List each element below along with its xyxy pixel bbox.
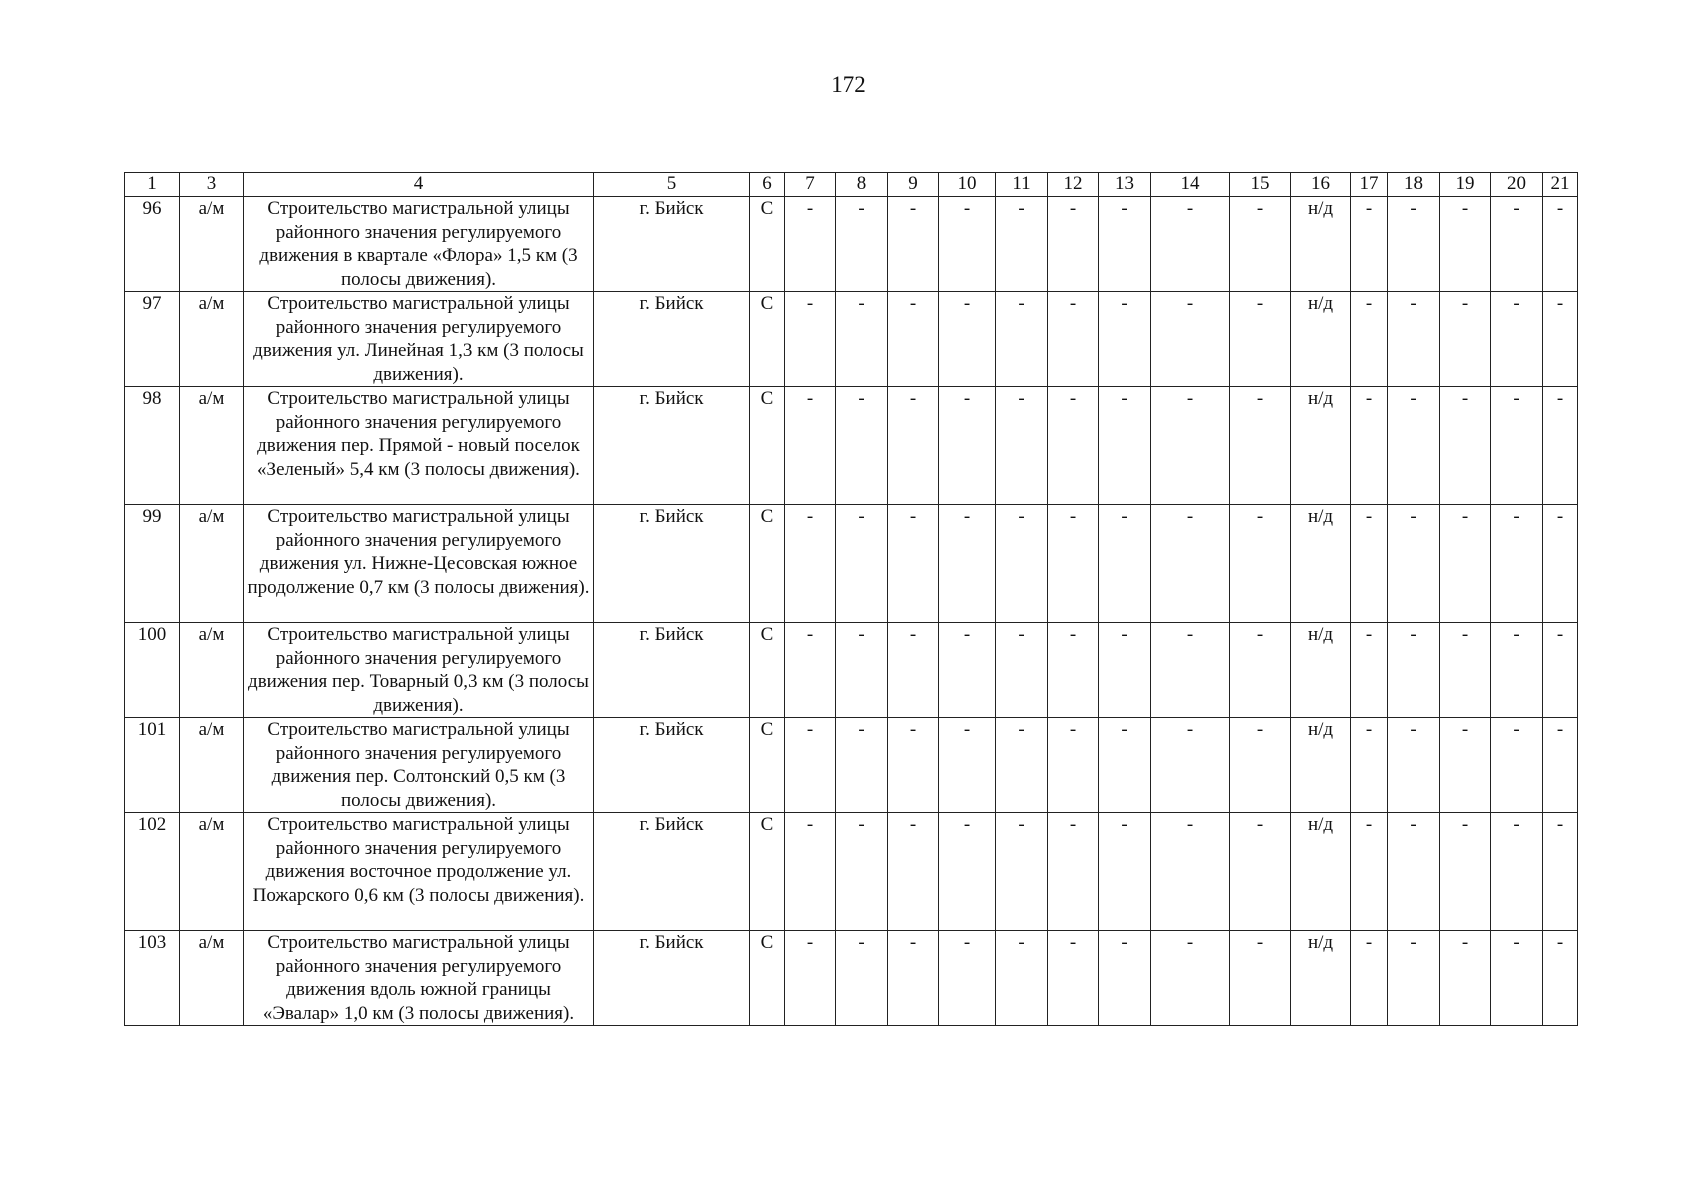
table-cell: - <box>1230 387 1291 505</box>
table-cell: С <box>750 505 785 623</box>
table-cell: а/м <box>180 197 244 292</box>
table-cell: а/м <box>180 505 244 623</box>
table-cell: - <box>785 623 836 718</box>
table-cell: - <box>939 197 996 292</box>
table-cell: - <box>1099 292 1151 387</box>
table-cell: 100 <box>125 623 180 718</box>
table-row <box>125 292 1578 387</box>
table-cell: - <box>1388 813 1440 931</box>
table-cell: - <box>939 718 996 813</box>
table-cell: - <box>939 623 996 718</box>
table-cell: - <box>1230 931 1291 1026</box>
table-cell: - <box>836 505 888 623</box>
data-table <box>124 172 1578 1026</box>
table-cell: - <box>1491 292 1543 387</box>
table-cell: - <box>939 505 996 623</box>
table-cell: 101 <box>125 718 180 813</box>
table-cell: С <box>750 813 785 931</box>
table-cell: - <box>785 931 836 1026</box>
table-cell: - <box>836 387 888 505</box>
table-cell: - <box>1491 813 1543 931</box>
table-cell: - <box>1440 505 1491 623</box>
table-cell: - <box>1230 623 1291 718</box>
table-cell: - <box>888 813 939 931</box>
table-cell: - <box>1388 387 1440 505</box>
table-cell: - <box>1351 718 1388 813</box>
table-cell: - <box>1351 292 1388 387</box>
table-cell: - <box>1099 197 1151 292</box>
table-cell: а/м <box>180 931 244 1026</box>
table-cell: - <box>996 292 1048 387</box>
table-cell: - <box>1099 813 1151 931</box>
table-row <box>125 197 1578 292</box>
table-cell: - <box>1491 623 1543 718</box>
column-header: 21 <box>1543 173 1578 197</box>
table-cell: г. Бийск <box>594 931 750 1026</box>
table-cell: 97 <box>125 292 180 387</box>
table-cell: - <box>1440 623 1491 718</box>
table-cell: г. Бийск <box>594 623 750 718</box>
table-cell: - <box>1543 718 1578 813</box>
table-cell: - <box>1048 931 1099 1026</box>
column-header: 17 <box>1351 173 1388 197</box>
column-header: 19 <box>1440 173 1491 197</box>
table-cell: - <box>1099 387 1151 505</box>
column-header: 16 <box>1291 173 1351 197</box>
table-cell: - <box>1048 623 1099 718</box>
table-cell: - <box>939 387 996 505</box>
table-cell: - <box>1351 387 1388 505</box>
table-row <box>125 931 1578 1026</box>
page-number: 172 <box>831 72 866 97</box>
table-cell: - <box>1230 813 1291 931</box>
table-cell: - <box>1388 292 1440 387</box>
description-cell: Строительство магистральной улицы районного значения регулируемого движения в квартале «Флора» 1,5 км (3 полосы движения). <box>244 197 594 292</box>
table-cell: - <box>1543 197 1578 292</box>
column-header: 5 <box>594 173 750 197</box>
column-header: 7 <box>785 173 836 197</box>
table-cell: С <box>750 387 785 505</box>
column-header: 12 <box>1048 173 1099 197</box>
table-cell: - <box>1491 387 1543 505</box>
table-cell: г. Бийск <box>594 387 750 505</box>
table-cell: С <box>750 931 785 1026</box>
table-cell: - <box>1491 718 1543 813</box>
table-cell: - <box>1440 387 1491 505</box>
table-cell: - <box>1388 505 1440 623</box>
table-cell: - <box>1151 505 1230 623</box>
table-cell: - <box>1151 387 1230 505</box>
table-cell: - <box>1351 505 1388 623</box>
table-cell: - <box>836 931 888 1026</box>
table-cell: - <box>836 292 888 387</box>
table-cell: - <box>1351 197 1388 292</box>
column-header: 14 <box>1151 173 1230 197</box>
table-cell: - <box>1048 197 1099 292</box>
table-cell: - <box>996 718 1048 813</box>
table-cell: - <box>1440 197 1491 292</box>
table-cell: - <box>1351 931 1388 1026</box>
table-row <box>125 387 1578 505</box>
table-cell: - <box>1440 813 1491 931</box>
table-cell: - <box>1388 718 1440 813</box>
table-cell: - <box>1230 292 1291 387</box>
table-cell: а/м <box>180 718 244 813</box>
table-cell: 98 <box>125 387 180 505</box>
description-cell: Строительство магистральной улицы районного значения регулируемого движения ул. Нижне-Цесовская южное продолжение 0,7 км (3 полосы движения). <box>244 505 594 623</box>
table-cell: - <box>1151 292 1230 387</box>
table-cell: - <box>1048 505 1099 623</box>
table-cell: - <box>996 931 1048 1026</box>
table-cell: - <box>785 387 836 505</box>
description-cell: Строительство магистральной улицы районного значения регулируемого движения ул. Линейная 1,3 км (3 полосы движения). <box>244 292 594 387</box>
table-cell: - <box>785 505 836 623</box>
table-cell: - <box>1388 197 1440 292</box>
table-cell: С <box>750 623 785 718</box>
table-cell: - <box>836 197 888 292</box>
table-cell: - <box>1048 292 1099 387</box>
table-cell: а/м <box>180 813 244 931</box>
table-cell: а/м <box>180 623 244 718</box>
table-cell: н/д <box>1291 718 1351 813</box>
table-cell: г. Бийск <box>594 292 750 387</box>
table-cell: - <box>1388 931 1440 1026</box>
table-row <box>125 813 1578 931</box>
table-cell: - <box>1491 505 1543 623</box>
table-cell: - <box>1099 623 1151 718</box>
table-cell: н/д <box>1291 931 1351 1026</box>
description-cell: Строительство магистральной улицы районного значения регулируемого движения пер. Прямой - новый поселок «Зеленый» 5,4 км (3 полосы движения). <box>244 387 594 505</box>
table-cell: - <box>996 197 1048 292</box>
table-cell: - <box>1543 623 1578 718</box>
column-header: 8 <box>836 173 888 197</box>
table-cell: н/д <box>1291 813 1351 931</box>
table-cell: г. Бийск <box>594 813 750 931</box>
table-cell: - <box>1491 931 1543 1026</box>
table-cell: - <box>1099 505 1151 623</box>
table-cell: а/м <box>180 292 244 387</box>
table-cell: г. Бийск <box>594 197 750 292</box>
table-cell: - <box>1543 387 1578 505</box>
table-cell: - <box>888 623 939 718</box>
table-cell: н/д <box>1291 623 1351 718</box>
table-cell: 102 <box>125 813 180 931</box>
table-cell: - <box>1543 813 1578 931</box>
column-header: 20 <box>1491 173 1543 197</box>
table-cell: - <box>785 813 836 931</box>
table-cell: - <box>1048 718 1099 813</box>
table-cell: г. Бийск <box>594 505 750 623</box>
table-row <box>125 718 1578 813</box>
table-row <box>125 505 1578 623</box>
table-cell: - <box>1099 718 1151 813</box>
table-cell: г. Бийск <box>594 718 750 813</box>
description-cell: Строительство магистральной улицы районного значения регулируемого движения восточное продолжение ул. Пожарского 0,6 км (3 полосы движения). <box>244 813 594 931</box>
description-cell: Строительство магистральной улицы районного значения регулируемого движения пер. Солтонский 0,5 км (3 полосы движения). <box>244 718 594 813</box>
table-cell: - <box>1230 197 1291 292</box>
table-cell: - <box>888 197 939 292</box>
table-row <box>125 623 1578 718</box>
table-cell: - <box>1491 197 1543 292</box>
table-cell: - <box>1048 813 1099 931</box>
table-cell: - <box>1151 813 1230 931</box>
table-cell: - <box>996 813 1048 931</box>
table-cell: - <box>836 718 888 813</box>
table-cell: - <box>836 623 888 718</box>
table-cell: - <box>785 197 836 292</box>
column-header: 1 <box>125 173 180 197</box>
column-header: 4 <box>244 173 594 197</box>
table-cell: н/д <box>1291 387 1351 505</box>
table-cell: - <box>1351 813 1388 931</box>
table-cell: - <box>939 813 996 931</box>
table-body <box>125 197 1578 1026</box>
description-cell: Строительство магистральной улицы районного значения регулируемого движения вдоль южной границы «Эвалар» 1,0 км (3 полосы движения). <box>244 931 594 1026</box>
table-cell: - <box>1048 387 1099 505</box>
table-cell: - <box>939 931 996 1026</box>
table-cell: - <box>1543 292 1578 387</box>
column-header: 11 <box>996 173 1048 197</box>
table-cell: - <box>1230 718 1291 813</box>
table-cell: С <box>750 292 785 387</box>
table-cell: - <box>1543 931 1578 1026</box>
table-cell: н/д <box>1291 292 1351 387</box>
description-cell: Строительство магистральной улицы районного значения регулируемого движения пер. Товарный 0,3 км (3 полосы движения). <box>244 623 594 718</box>
table-cell: - <box>1440 292 1491 387</box>
table-cell: - <box>888 387 939 505</box>
table-cell: - <box>1151 623 1230 718</box>
table-cell: 103 <box>125 931 180 1026</box>
table-cell: - <box>836 813 888 931</box>
table-cell: - <box>1151 718 1230 813</box>
column-header: 10 <box>939 173 996 197</box>
column-header: 18 <box>1388 173 1440 197</box>
table-cell: - <box>1543 505 1578 623</box>
table-cell: - <box>785 292 836 387</box>
table-cell: - <box>888 292 939 387</box>
column-header: 15 <box>1230 173 1291 197</box>
table-cell: С <box>750 718 785 813</box>
table-cell: - <box>1440 718 1491 813</box>
table-cell: - <box>1440 931 1491 1026</box>
column-header: 9 <box>888 173 939 197</box>
table-cell: - <box>1151 931 1230 1026</box>
table-cell: - <box>888 718 939 813</box>
column-header: 6 <box>750 173 785 197</box>
table-cell: - <box>939 292 996 387</box>
table-cell: а/м <box>180 387 244 505</box>
table-cell: - <box>996 623 1048 718</box>
column-header: 3 <box>180 173 244 197</box>
table-cell: - <box>1388 623 1440 718</box>
table-cell: - <box>1151 197 1230 292</box>
table-cell: - <box>888 505 939 623</box>
header-row <box>125 173 1578 197</box>
table-cell: - <box>1351 623 1388 718</box>
table-cell: - <box>1099 931 1151 1026</box>
table-cell: С <box>750 197 785 292</box>
table-cell: - <box>996 387 1048 505</box>
table-cell: - <box>996 505 1048 623</box>
table-cell: 96 <box>125 197 180 292</box>
table-cell: - <box>888 931 939 1026</box>
table-cell: - <box>785 718 836 813</box>
table-cell: 99 <box>125 505 180 623</box>
column-header: 13 <box>1099 173 1151 197</box>
table-cell: н/д <box>1291 197 1351 292</box>
table-cell: - <box>1230 505 1291 623</box>
table-cell: н/д <box>1291 505 1351 623</box>
